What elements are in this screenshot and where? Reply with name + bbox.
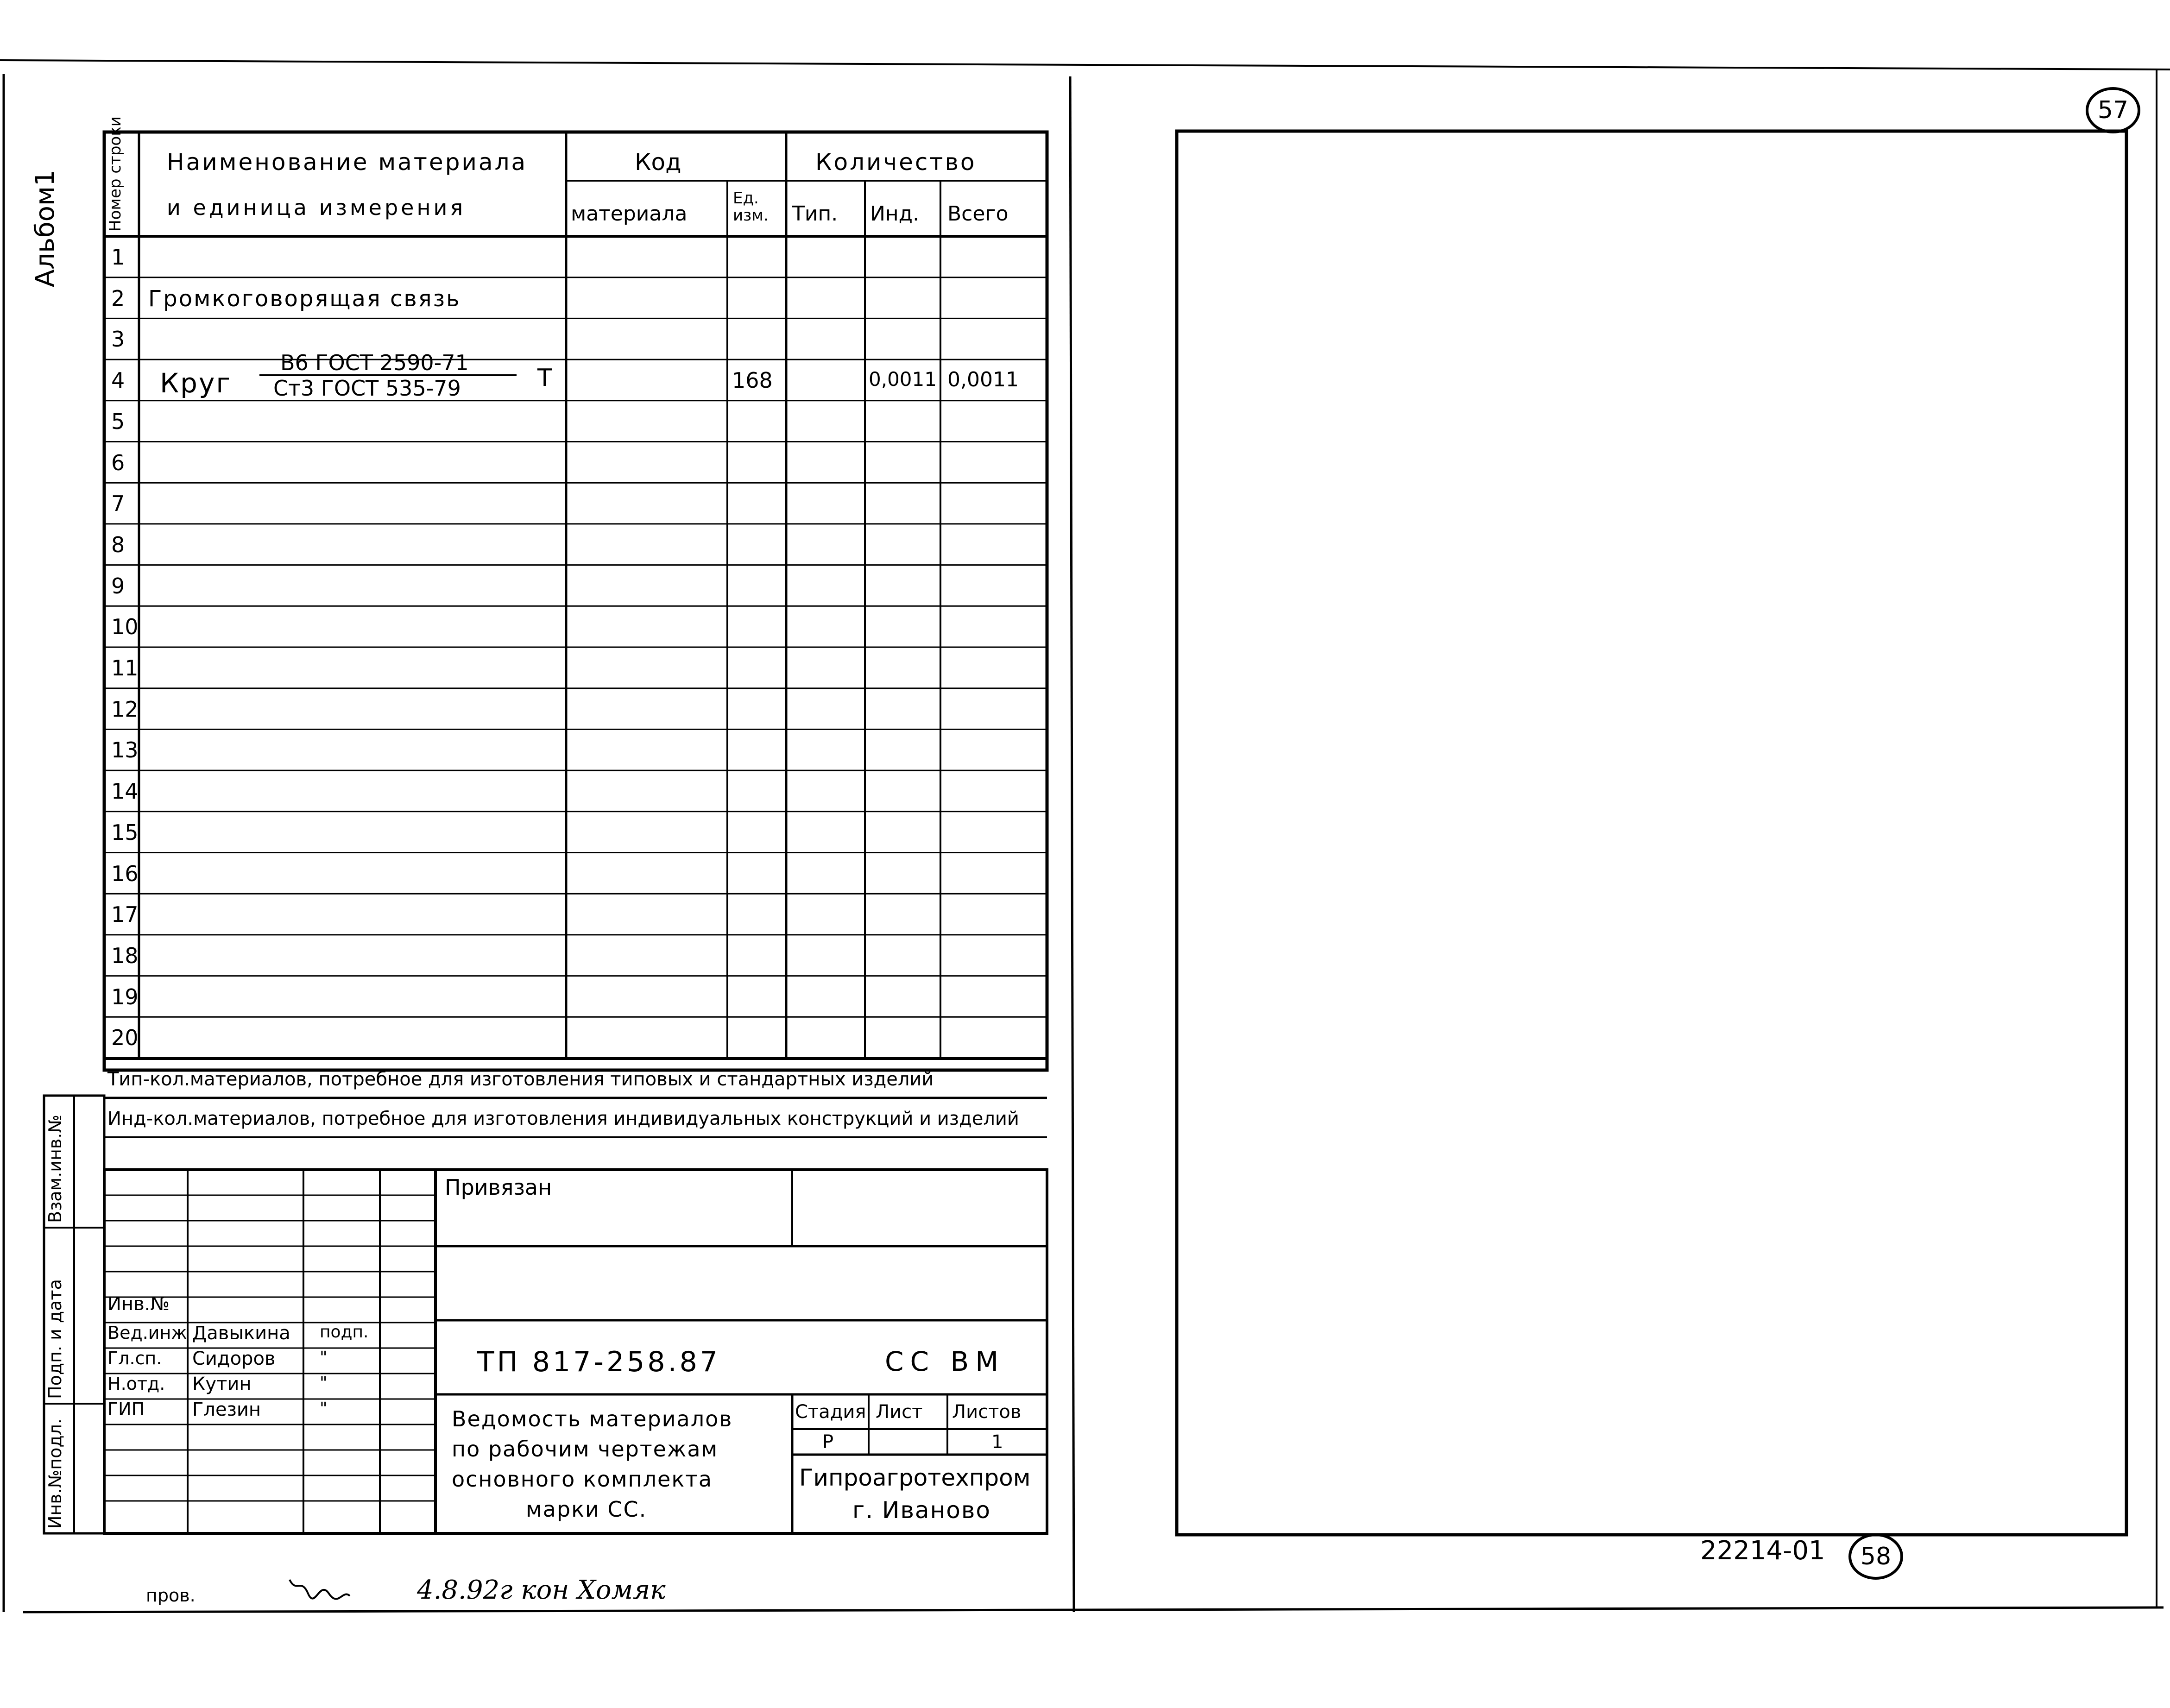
cell-no: 20	[111, 1025, 139, 1051]
cell-no: 9	[111, 573, 125, 599]
stamp-privyazan: Привязан	[445, 1175, 552, 1200]
page-number-bottom: 58	[1848, 1533, 1903, 1580]
col-header-ind: Инд.	[870, 202, 920, 226]
cell-no: 14	[111, 779, 139, 804]
footer-signature	[287, 1575, 352, 1603]
stamp-role-role: Гл.сп.	[107, 1348, 162, 1368]
cell-no: 4	[111, 368, 125, 393]
stamp-inv-no: Инв.№	[107, 1293, 170, 1315]
cell-no: 10	[111, 614, 139, 640]
typ-note: Тип-кол.материалов, потребное для изготовления типовых и стандартных изделий	[107, 1069, 934, 1090]
cell-no: 8	[111, 532, 125, 557]
col-header-row-no: Номер строки	[106, 116, 125, 232]
album-label: Альбом1	[30, 170, 60, 287]
col-header-typ: Тип.	[792, 202, 838, 226]
stamp-title-2: по рабочим чертежам	[452, 1437, 719, 1462]
col-header-total: Всего	[947, 202, 1009, 226]
cell-no: 6	[111, 450, 125, 475]
cell-no: 5	[111, 409, 125, 434]
cell-name: Круг	[160, 367, 232, 399]
cell-no: 19	[111, 984, 139, 1009]
footer-prov-label: пров.	[146, 1585, 196, 1606]
stamp-role-role: ГИП	[107, 1399, 145, 1419]
side-label-inv-podl: Инв.№подл.	[45, 1418, 65, 1529]
stamp-role-sign: "	[320, 1399, 328, 1418]
cell-no: 2	[111, 285, 125, 311]
col-header-material: материала	[571, 202, 688, 226]
cell-no: 18	[111, 943, 139, 968]
row4-unit-letter: Т	[537, 364, 552, 392]
cell-no: 16	[111, 861, 139, 886]
stamp-mark: СС ВМ	[885, 1346, 1005, 1377]
stamp-role-name: Кутин	[192, 1374, 252, 1395]
cell-no: 11	[111, 655, 139, 681]
col-header-unit: Ед. изм.	[733, 189, 769, 225]
stamp-stage-value: Р	[822, 1431, 834, 1453]
stamp-sheets-value: 1	[991, 1431, 1003, 1453]
row4-fraction-bottom: Ст3 ГОСТ 535-79	[273, 376, 461, 401]
stamp-sheet-label: Лист	[876, 1401, 923, 1423]
col-header-code: Код	[635, 149, 681, 176]
cell-unit: 168	[732, 368, 773, 393]
doc-code: 22214-01	[1700, 1536, 1825, 1566]
col-header-name-2: и единица измерения	[167, 195, 466, 220]
row4-fraction-top: В6 ГОСТ 2590-71	[280, 350, 469, 375]
stamp-title-3: основного комплекта	[452, 1467, 713, 1492]
stamp-title-4: марки СС.	[526, 1497, 647, 1522]
stamp-project-code: ТП 817-258.87	[477, 1346, 720, 1378]
stamp-org-name: Гипроагротехпром	[799, 1464, 1031, 1491]
ind-note: Инд-кол.материалов, потребное для изготовления индивидуальных конструкций и изделий	[107, 1108, 1019, 1129]
cell-no: 13	[111, 737, 139, 763]
side-label-vzam-inv: Взам.инв.№	[45, 1115, 65, 1223]
stamp-role-name: Давыкина	[192, 1323, 290, 1344]
stamp-stage-label: Стадия	[795, 1401, 866, 1423]
side-label-podp-data: Подп. и дата	[45, 1279, 65, 1399]
cell-no: 15	[111, 819, 139, 845]
stamp-title-1: Ведомость материалов	[452, 1406, 733, 1431]
col-header-name-1: Наименование материала	[167, 149, 528, 176]
col-header-quantity: Количество	[815, 149, 977, 176]
cell-no: 1	[111, 245, 125, 270]
cell-total: 0,0011	[947, 368, 1019, 392]
stamp-sheets-label: Листов	[952, 1401, 1022, 1423]
stamp-role-sign: "	[320, 1374, 328, 1393]
stamp-role-sign: "	[320, 1348, 328, 1367]
cell-no: 7	[111, 491, 125, 517]
stamp-role-sign: подп.	[320, 1323, 369, 1342]
stamp-role-role: Вед.инж	[107, 1323, 187, 1343]
page-number-top: 57	[2086, 87, 2140, 133]
cell-no: 12	[111, 696, 139, 722]
cell-name: Громкоговорящая связь	[148, 285, 461, 312]
footer-handwritten-note: 4.8.92г кон Хомяк	[417, 1575, 666, 1605]
stamp-role-name: Глезин	[192, 1399, 261, 1420]
cell-no: 17	[111, 902, 139, 927]
stamp-role-name: Сидоров	[192, 1348, 276, 1369]
stamp-role-role: Н.отд.	[107, 1374, 165, 1394]
cell-ind: 0,0011	[869, 368, 937, 391]
cell-no: 3	[111, 327, 125, 352]
stamp-org-city: г. Иваново	[852, 1497, 991, 1524]
